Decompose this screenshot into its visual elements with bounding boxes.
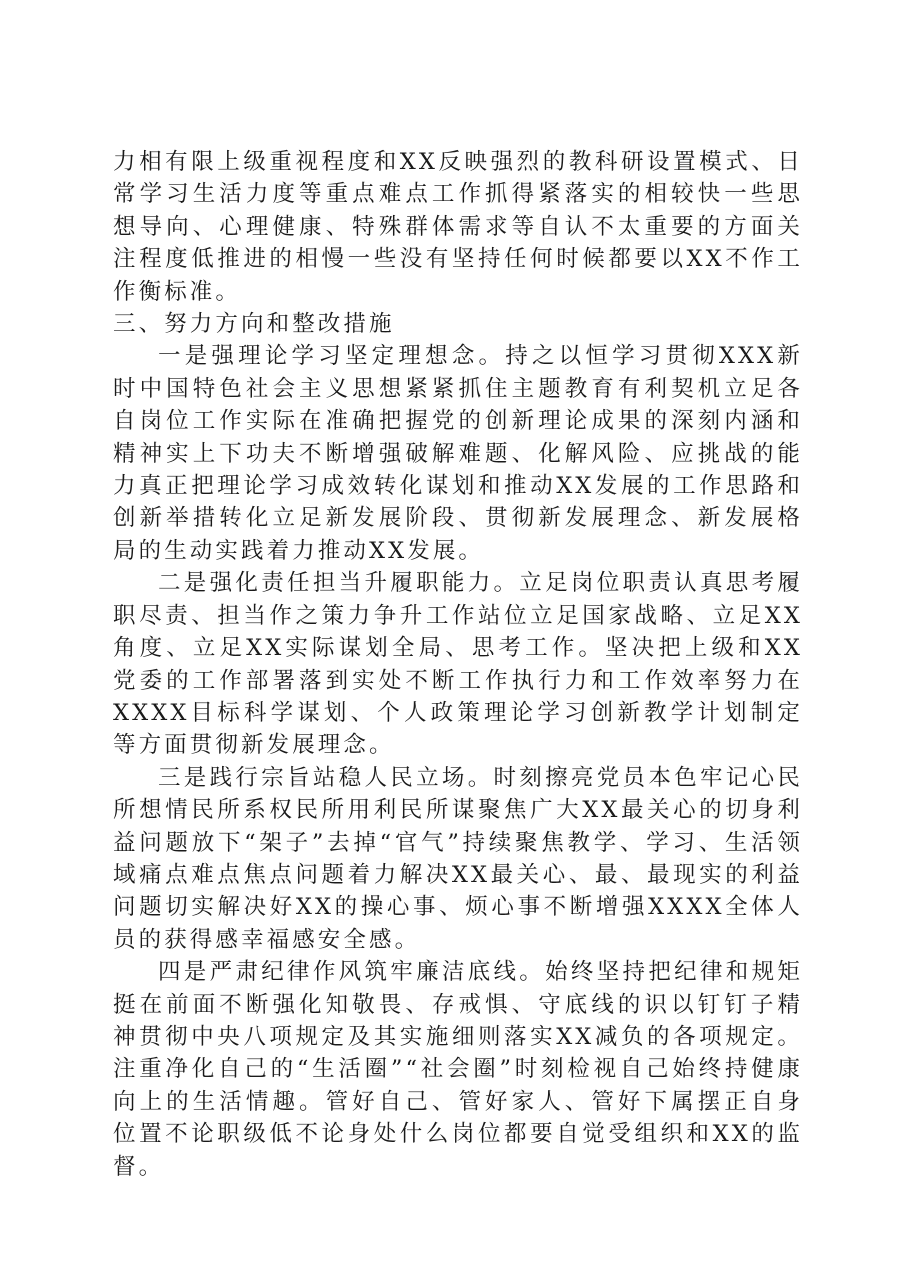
paragraph-discipline: 四是严肃纪律作风筑牢廉洁底线。始终坚持把纪律和规矩挺在前面不断强化知敬畏、存戒惧、守底线的识以钉钉子精神贯彻中央八项规定及其实施细则落实XX减负的各项规定。注重净化自己的“生活圈”“社会圈”时刻检视自己始终持健康向上的生活情趣。管好自己、管好家人、管好下属摆正自身位置不论职级低不论身处什么岗位都要自觉受组织和XX的监督。 (113, 959, 803, 1180)
section-heading: 三、努力方向和整改措施 (113, 311, 395, 338)
paragraph-responsibility: 二是强化责任担当升履职能力。立足岗位职责认真思考履职尽责、担当作之策力争升工作站位立足国家战略、立足XX角度、立足XX实际谋划全局、思考工作。坚决把上级和XX党委的工作部署落到实处不断工作执行力和工作效率努力在XXXX目标科学谋划、个人政策理论学习创新教学计划制定等方面贯彻新发展理念。 (113, 570, 803, 759)
paragraph-theory-study: 一是强理论学习坚定理想念。持之以恒学习贯彻XXX新时中国特色社会主义思想紧紧抓住主题教育有利契机立足各自岗位工作实际在准确把握党的创新理论成果的深刻内涵和精神实上下功夫不断增强破解难题、化解风险、应挑战的能力真正把理论学习成效转化谋划和推动XX发展的工作思路和创新举措转化立足新发展阶段、贯彻新发展理念、新发展格局的生动实践着力推动XX发展。 (113, 343, 803, 564)
paragraph-people-stance: 三是践行宗旨站稳人民立场。时刻擦亮党员本色牢记心民所想情民所系权民所用利民所谋聚焦广大XX最关心的切身利益问题放下“架子”去掉“官气”持续聚焦教学、学习、生活领域痛点难点焦点问题着力解决XX最关心、最、最现实的利益问题切实解决好XX的操心事、烦心事不断增强XXXX全体人员的获得感幸福感安全感。 (113, 764, 803, 953)
document-body (113, 146, 803, 1183)
paragraph-continuation: 力相有限上级重视程度和XX反映强烈的教科研设置模式、日常学习生活力度等重点难点工作抓得紧落实的相较快一些思想导向、心理健康、特殊群体需求等自认不太重要的方面关注程度低推进的相慢一些没有坚持任何时候都要以XX不作工作衡标准。 (113, 149, 803, 305)
